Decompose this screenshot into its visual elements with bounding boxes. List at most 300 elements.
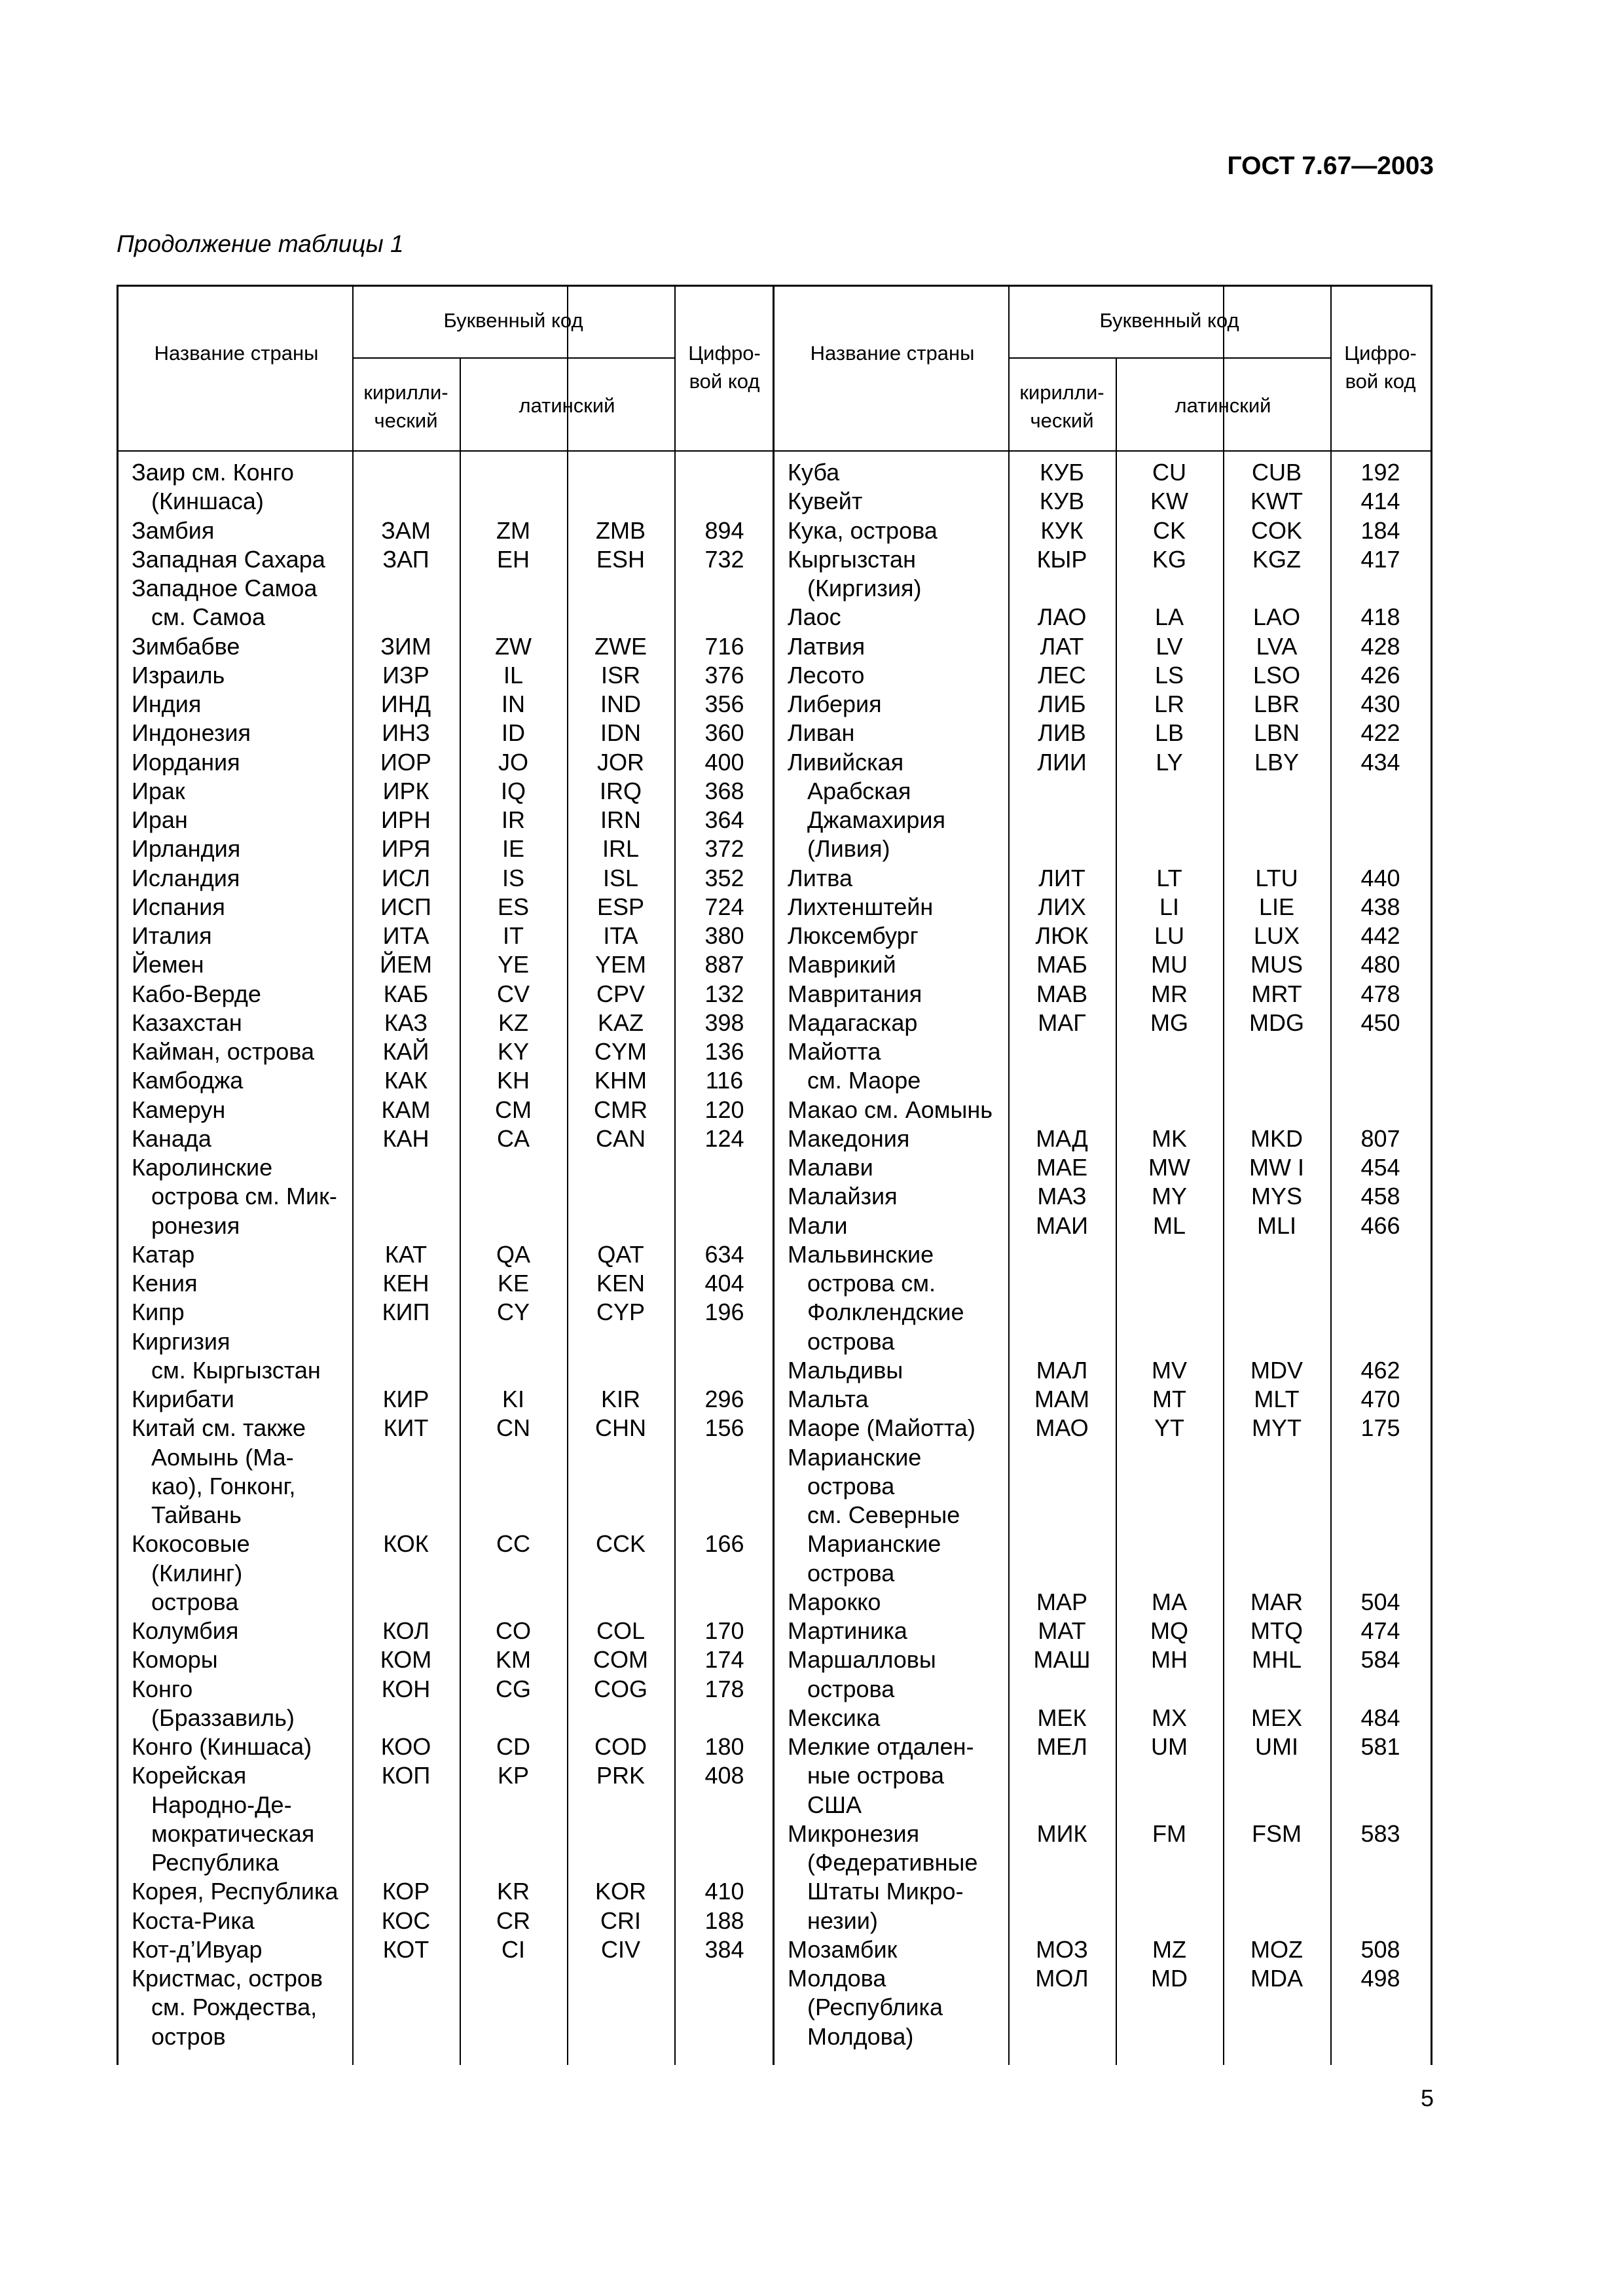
cyrillic-code: КАБ bbox=[383, 980, 429, 1007]
country-name: Майотта bbox=[788, 1038, 881, 1065]
cyrillic-code: КИП bbox=[382, 1299, 430, 1326]
table-row bbox=[775, 1211, 1431, 1240]
latin-3-code: MRT bbox=[1251, 980, 1302, 1007]
latin-2-code: ZM bbox=[496, 516, 530, 544]
numeric-code: 458 bbox=[1360, 1183, 1400, 1210]
latin-2-code: MT bbox=[1152, 1386, 1186, 1412]
numeric-code: 380 bbox=[704, 922, 744, 949]
numeric-code: 470 bbox=[1360, 1386, 1400, 1412]
latin-3-code: IRQ bbox=[599, 777, 642, 804]
cyrillic-code: КИР bbox=[382, 1386, 429, 1412]
country-name: Ливан bbox=[788, 719, 855, 747]
table-row bbox=[775, 1037, 1431, 1066]
latin-2-code: YT bbox=[1154, 1414, 1184, 1442]
country-name: Малави bbox=[788, 1154, 873, 1181]
cyrillic-code: КУВ bbox=[1039, 488, 1085, 515]
country-name: незии) bbox=[807, 1907, 878, 1934]
right-header-bottom-line bbox=[775, 450, 1431, 452]
country-name: мократическая bbox=[151, 1820, 315, 1847]
table-row bbox=[119, 1096, 773, 1124]
table-row bbox=[775, 1588, 1431, 1617]
latin-3-code: LBY bbox=[1254, 748, 1300, 776]
left-header-numeric-code: Цифро-вой код bbox=[688, 342, 761, 393]
country-name: острова bbox=[807, 1472, 895, 1499]
table-row bbox=[119, 1675, 773, 1704]
latin-3-code: PRK bbox=[596, 1762, 646, 1789]
latin-2-code: MG bbox=[1150, 1009, 1188, 1036]
latin-2-code: IS bbox=[501, 864, 524, 891]
country-name: Молдова bbox=[788, 1965, 886, 1992]
latin-2-code: ML bbox=[1152, 1211, 1186, 1239]
latin-3-code: LIE bbox=[1258, 893, 1295, 920]
latin-3-code: MDA bbox=[1250, 1965, 1303, 1992]
cyrillic-code: КОН bbox=[381, 1675, 431, 1702]
numeric-code: 438 bbox=[1360, 893, 1400, 920]
country-name: Исландия bbox=[132, 864, 240, 891]
cyrillic-code: МОЗ bbox=[1036, 1935, 1088, 1963]
country-name: Молдова) bbox=[807, 2022, 914, 2050]
cyrillic-code: ИРН bbox=[381, 806, 431, 833]
table-row bbox=[119, 1645, 773, 1674]
numeric-code: 296 bbox=[704, 1386, 744, 1412]
numeric-code: 120 bbox=[704, 1096, 744, 1123]
country-name: Фолклендские bbox=[807, 1299, 964, 1326]
table-row bbox=[119, 1153, 773, 1182]
latin-3-code: KAZ bbox=[597, 1009, 644, 1036]
table-row bbox=[119, 2022, 773, 2051]
numeric-code: 887 bbox=[704, 951, 744, 978]
table-row bbox=[119, 487, 773, 516]
table-row bbox=[119, 834, 773, 863]
cyrillic-code: КОР bbox=[382, 1878, 430, 1905]
table-row bbox=[119, 574, 773, 603]
cyrillic-code: ИНЗ bbox=[382, 719, 430, 747]
latin-2-code: KE bbox=[497, 1270, 530, 1297]
table-row bbox=[119, 1588, 773, 1617]
table-caption: Продолжение таблицы 1 bbox=[117, 230, 404, 257]
cyrillic-code: КОП bbox=[381, 1762, 431, 1789]
table-row bbox=[775, 748, 1431, 777]
table-row bbox=[119, 632, 773, 661]
latin-2-code: LV bbox=[1156, 632, 1183, 660]
cyrillic-code: ЛИТ bbox=[1038, 864, 1085, 891]
latin-2-code: MV bbox=[1152, 1356, 1187, 1384]
cyrillic-code: КОЛ bbox=[382, 1617, 429, 1644]
numeric-code: 178 bbox=[704, 1675, 744, 1702]
table-row bbox=[119, 1037, 773, 1066]
latin-2-code: KI bbox=[501, 1386, 524, 1412]
cyrillic-code: МАГ bbox=[1038, 1009, 1086, 1036]
numeric-code: 116 bbox=[705, 1067, 744, 1094]
latin-2-code: MQ bbox=[1150, 1617, 1188, 1644]
table-row bbox=[775, 632, 1431, 661]
cyrillic-code: КОК bbox=[383, 1530, 429, 1558]
table-row bbox=[775, 1443, 1431, 1472]
table-row bbox=[775, 1617, 1431, 1645]
table-row bbox=[775, 1124, 1431, 1153]
cyrillic-code: МАБ bbox=[1036, 951, 1087, 978]
numeric-code: 428 bbox=[1360, 632, 1400, 660]
numeric-code: 414 bbox=[1360, 488, 1400, 515]
latin-2-code: KM bbox=[496, 1646, 531, 1674]
country-name: Макао см. Аомынь bbox=[788, 1096, 993, 1123]
latin-3-code: KHM bbox=[594, 1067, 647, 1094]
country-name: Кабо-Верде bbox=[132, 980, 261, 1007]
country-name: Македония bbox=[788, 1124, 910, 1152]
cyrillic-code: МАЕ bbox=[1036, 1154, 1087, 1181]
country-name: Йемен bbox=[132, 951, 204, 978]
country-name: Малайзия bbox=[788, 1183, 898, 1210]
numeric-code: 368 bbox=[704, 777, 744, 804]
table-row bbox=[775, 1732, 1431, 1761]
table-row bbox=[119, 1820, 773, 1848]
latin-3-code: CPV bbox=[596, 980, 646, 1007]
latin-3-code: CUB bbox=[1251, 459, 1302, 486]
country-name: Кристмас, остров bbox=[132, 1965, 323, 1992]
numeric-code: 175 bbox=[1360, 1414, 1400, 1442]
table-row bbox=[775, 1530, 1431, 1558]
cyrillic-code: ЛЕС bbox=[1038, 661, 1086, 689]
numeric-code: 480 bbox=[1360, 951, 1400, 978]
country-name: Мальвинские bbox=[788, 1240, 934, 1268]
country-name: Западная Сахара bbox=[132, 545, 325, 573]
right-header-cyrillic: кирилли-ческий bbox=[1019, 381, 1104, 432]
table-row bbox=[119, 1240, 773, 1269]
numeric-code: 360 bbox=[704, 719, 744, 747]
country-name: Люксембург bbox=[788, 922, 919, 949]
table-row bbox=[775, 864, 1431, 893]
country-name: см. Северные bbox=[807, 1501, 960, 1528]
latin-3-code: MOZ bbox=[1250, 1935, 1303, 1963]
country-name: Латвия bbox=[788, 632, 866, 660]
country-name: Индия bbox=[132, 691, 202, 717]
country-name: острова bbox=[151, 1588, 239, 1615]
latin-3-code: IND bbox=[600, 691, 641, 717]
latin-3-code: MTQ bbox=[1250, 1617, 1303, 1644]
latin-3-code: COK bbox=[1250, 516, 1302, 544]
cyrillic-code: КОС bbox=[381, 1907, 431, 1934]
latin-2-code: IR bbox=[501, 806, 525, 833]
latin-3-code: MKD bbox=[1250, 1124, 1303, 1152]
latin-2-code: LA bbox=[1154, 603, 1184, 631]
numeric-code: 440 bbox=[1360, 864, 1400, 891]
country-name: Иордания bbox=[132, 748, 240, 776]
left-table-body bbox=[119, 458, 773, 2051]
table-row bbox=[775, 1096, 1431, 1124]
numeric-code: 166 bbox=[704, 1530, 744, 1558]
country-name: Ирак bbox=[132, 777, 185, 804]
country-name: Заир см. Конго bbox=[132, 459, 294, 486]
latin-2-code: EH bbox=[496, 545, 530, 573]
numeric-code: 184 bbox=[1360, 516, 1400, 544]
latin-3-code: CRI bbox=[600, 1907, 641, 1934]
country-name: (Республика bbox=[807, 1994, 943, 2021]
table-row bbox=[119, 603, 773, 632]
table-row bbox=[775, 1269, 1431, 1298]
numeric-code: 188 bbox=[704, 1907, 744, 1934]
country-name: Мальта bbox=[788, 1386, 869, 1412]
country-name: острова см. bbox=[807, 1270, 936, 1297]
table-row bbox=[775, 1993, 1431, 2022]
cyrillic-code: МАЗ bbox=[1037, 1183, 1087, 1210]
latin-2-code: LB bbox=[1154, 719, 1184, 747]
latin-2-code: MZ bbox=[1152, 1935, 1186, 1963]
latin-2-code: ID bbox=[501, 719, 525, 747]
country-name: Корейская bbox=[132, 1762, 247, 1789]
country-name: Микронезия bbox=[788, 1820, 920, 1847]
latin-2-code: MD bbox=[1151, 1965, 1188, 1992]
numeric-code: 192 bbox=[1360, 459, 1400, 486]
latin-3-code: JOR bbox=[597, 748, 644, 776]
latin-3-code: ZWE bbox=[594, 632, 647, 660]
table-row bbox=[775, 1791, 1431, 1820]
latin-3-code: MLT bbox=[1254, 1386, 1300, 1412]
table-row bbox=[119, 1385, 773, 1414]
latin-3-code: COG bbox=[593, 1675, 647, 1702]
cyrillic-code: КУБ bbox=[1040, 459, 1084, 486]
left-header-cyrillic: кирилли-ческий bbox=[363, 381, 448, 432]
numeric-code: 398 bbox=[704, 1009, 744, 1036]
numeric-code: 408 bbox=[704, 1762, 744, 1789]
country-name: Тайвань bbox=[151, 1501, 242, 1528]
table-row bbox=[775, 834, 1431, 863]
table-row bbox=[119, 1124, 773, 1153]
table-row bbox=[775, 1153, 1431, 1182]
latin-2-code: CV bbox=[496, 980, 530, 1007]
country-name: острова bbox=[807, 1559, 895, 1587]
country-name: острова bbox=[807, 1327, 895, 1355]
table-row bbox=[775, 1414, 1431, 1443]
latin-2-code: CM bbox=[495, 1096, 532, 1123]
table-row bbox=[119, 1501, 773, 1530]
table-row bbox=[775, 1240, 1431, 1269]
country-name: Мозамбик bbox=[788, 1935, 898, 1963]
country-name: см. Самоа bbox=[151, 603, 265, 631]
country-name: Арабская bbox=[807, 777, 911, 804]
country-name: Мадагаскар bbox=[788, 1009, 918, 1036]
latin-2-code: LS bbox=[1154, 661, 1184, 689]
numeric-code: 634 bbox=[704, 1240, 744, 1268]
numeric-code: 732 bbox=[704, 545, 744, 573]
cyrillic-code: МАО bbox=[1035, 1414, 1089, 1442]
cyrillic-code: ЛЮК bbox=[1035, 922, 1089, 949]
latin-3-code: COM bbox=[593, 1646, 648, 1674]
country-name: острова bbox=[807, 1675, 895, 1702]
latin-2-code: IL bbox=[503, 661, 524, 689]
numeric-code: 404 bbox=[704, 1270, 744, 1297]
country-name: Кука, острова bbox=[788, 516, 938, 544]
latin-2-code: LT bbox=[1156, 864, 1182, 891]
country-name: Ирландия bbox=[132, 835, 241, 863]
country-name: Кот-д’Ивуар bbox=[132, 1935, 263, 1963]
country-name: Мальдивы bbox=[788, 1356, 903, 1384]
table-row bbox=[775, 545, 1431, 574]
country-name: острова см. Мик- bbox=[151, 1183, 337, 1210]
numeric-code: 426 bbox=[1360, 661, 1400, 689]
country-name: (Федеративные bbox=[807, 1849, 978, 1876]
country-name: см. Рождества, bbox=[151, 1994, 318, 2021]
table-row bbox=[119, 1530, 773, 1558]
country-name: Катар bbox=[132, 1240, 195, 1268]
table-row bbox=[775, 690, 1431, 719]
table-row bbox=[775, 950, 1431, 979]
latin-2-code: MR bbox=[1151, 980, 1188, 1007]
table-row bbox=[119, 1907, 773, 1935]
latin-3-code: LUX bbox=[1253, 922, 1300, 949]
cyrillic-code: КАЙ bbox=[382, 1038, 429, 1065]
table-row bbox=[775, 1848, 1431, 1877]
latin-2-code: KW bbox=[1150, 488, 1188, 515]
country-name: Кыргызстан bbox=[788, 545, 916, 573]
numeric-code: 466 bbox=[1360, 1211, 1400, 1239]
latin-2-code: CD bbox=[496, 1733, 530, 1760]
table-row bbox=[119, 1443, 773, 1472]
latin-3-code: MDV bbox=[1250, 1356, 1303, 1384]
left-header-latin: латинский bbox=[519, 394, 615, 417]
latin-2-code: QA bbox=[496, 1240, 530, 1268]
country-name: Куба bbox=[788, 459, 840, 486]
country-name: Штаты Микро- bbox=[807, 1878, 964, 1905]
table-row bbox=[119, 1617, 773, 1645]
table-row bbox=[119, 1877, 773, 1906]
numeric-code: 364 bbox=[704, 806, 744, 833]
latin-2-code: CN bbox=[496, 1414, 530, 1442]
table-row bbox=[775, 980, 1431, 1009]
latin-3-code: IRN bbox=[600, 806, 641, 833]
latin-2-code: CA bbox=[496, 1124, 530, 1152]
numeric-code: 454 bbox=[1360, 1154, 1400, 1181]
table-row bbox=[119, 1356, 773, 1385]
cyrillic-code: МАИ bbox=[1036, 1211, 1088, 1239]
latin-2-code: YE bbox=[497, 951, 530, 978]
table-row bbox=[119, 1732, 773, 1761]
latin-3-code: KWT bbox=[1250, 488, 1303, 515]
left-header-letter-code: Буквенный код bbox=[443, 309, 583, 332]
country-name: см. Маоре bbox=[807, 1067, 921, 1094]
country-name: Кувейт bbox=[788, 488, 863, 515]
table-row bbox=[119, 545, 773, 574]
country-name: Корея, Республика bbox=[132, 1878, 338, 1905]
latin-3-code: LBR bbox=[1253, 691, 1300, 717]
latin-3-code: LTU bbox=[1255, 864, 1298, 891]
country-name: Мексика bbox=[788, 1704, 881, 1731]
table-row bbox=[119, 893, 773, 922]
cyrillic-code: ЛИБ bbox=[1038, 691, 1086, 717]
country-name: (Киншаса) bbox=[151, 488, 264, 515]
latin-2-code: LY bbox=[1156, 748, 1183, 776]
table-row bbox=[775, 1066, 1431, 1095]
latin-3-code: CCK bbox=[595, 1530, 646, 1558]
table-row bbox=[119, 1298, 773, 1327]
cyrillic-code: КУК bbox=[1040, 516, 1084, 544]
table-row bbox=[775, 719, 1431, 747]
country-name: (Килинг) bbox=[151, 1559, 243, 1587]
latin-2-code: KY bbox=[497, 1038, 530, 1065]
latin-3-code: KOR bbox=[594, 1878, 646, 1905]
latin-2-code: KP bbox=[497, 1762, 530, 1789]
numeric-code: 170 bbox=[704, 1617, 744, 1644]
table-row bbox=[119, 777, 773, 806]
table-row bbox=[119, 1559, 773, 1588]
left-header-subline bbox=[352, 357, 674, 359]
country-name: Кайман, острова bbox=[132, 1038, 315, 1065]
country-name: Коста-Рика bbox=[132, 1907, 255, 1934]
table-row bbox=[775, 487, 1431, 516]
country-name: Израиль bbox=[132, 661, 225, 689]
numeric-code: 894 bbox=[704, 516, 744, 544]
cyrillic-code: КЕН bbox=[382, 1270, 429, 1297]
right-header-numeric-code: Цифро-вой код bbox=[1344, 342, 1417, 393]
country-name: (Киргизия) bbox=[807, 575, 922, 601]
table-row bbox=[775, 1009, 1431, 1037]
country-name: Мали bbox=[788, 1211, 848, 1239]
numeric-code: 584 bbox=[1360, 1646, 1400, 1674]
table-row bbox=[775, 1935, 1431, 1964]
right-header-letter-code: Буквенный код bbox=[1099, 309, 1239, 332]
cyrillic-code: ЙЕМ bbox=[380, 951, 432, 978]
cyrillic-code: МЕЛ bbox=[1036, 1733, 1087, 1760]
latin-2-code: JO bbox=[498, 748, 528, 776]
table-row bbox=[775, 2022, 1431, 2051]
table-row bbox=[119, 864, 773, 893]
country-name: Джамахирия bbox=[807, 806, 945, 833]
latin-2-code: LI bbox=[1159, 893, 1180, 920]
country-name: Лихтенштейн bbox=[788, 893, 934, 920]
table-row bbox=[775, 1472, 1431, 1501]
country-name: Мавритания bbox=[788, 980, 922, 1007]
country-name: Марокко bbox=[788, 1588, 881, 1615]
numeric-code: 422 bbox=[1360, 719, 1400, 747]
latin-2-code: MA bbox=[1152, 1588, 1187, 1615]
country-name: Мелкие отдален- bbox=[788, 1733, 974, 1760]
cyrillic-code: КИТ bbox=[383, 1414, 429, 1442]
numeric-code: 136 bbox=[704, 1038, 744, 1065]
country-name: Казахстан bbox=[132, 1009, 242, 1036]
latin-3-code: YEM bbox=[594, 951, 646, 978]
table-row bbox=[119, 1964, 773, 1993]
table-row bbox=[775, 516, 1431, 545]
numeric-code: 372 bbox=[704, 835, 744, 863]
table-row bbox=[119, 1761, 773, 1790]
table-row bbox=[775, 1877, 1431, 1906]
latin-2-code: LR bbox=[1154, 691, 1185, 717]
table-row bbox=[775, 1356, 1431, 1385]
country-name: Кирибати bbox=[132, 1386, 234, 1412]
country-name: Марианские bbox=[807, 1530, 941, 1558]
country-name: ные острова bbox=[807, 1762, 945, 1789]
table-row bbox=[775, 1182, 1431, 1211]
numeric-code: 583 bbox=[1360, 1820, 1400, 1847]
numeric-code: 450 bbox=[1360, 1009, 1400, 1036]
latin-2-code: LU bbox=[1154, 922, 1185, 949]
latin-3-code: CAN bbox=[595, 1124, 646, 1152]
table-row bbox=[119, 690, 773, 719]
latin-3-code: CIV bbox=[600, 1935, 640, 1963]
latin-3-code: MEX bbox=[1250, 1704, 1302, 1731]
cyrillic-code: ЛИХ bbox=[1038, 893, 1086, 920]
table-row bbox=[119, 950, 773, 979]
cyrillic-code: МАТ bbox=[1038, 1617, 1086, 1644]
page-number: 5 bbox=[1420, 2085, 1434, 2111]
country-name: Литва bbox=[788, 864, 852, 891]
cyrillic-code: ИСП bbox=[380, 893, 431, 920]
latin-3-code: KGZ bbox=[1252, 545, 1301, 573]
cyrillic-code: МИК bbox=[1036, 1820, 1087, 1847]
cyrillic-code: ЗАП bbox=[382, 545, 429, 573]
table-row bbox=[775, 893, 1431, 922]
cyrillic-code: ЗИМ bbox=[380, 632, 431, 660]
numeric-code: 174 bbox=[704, 1646, 744, 1674]
